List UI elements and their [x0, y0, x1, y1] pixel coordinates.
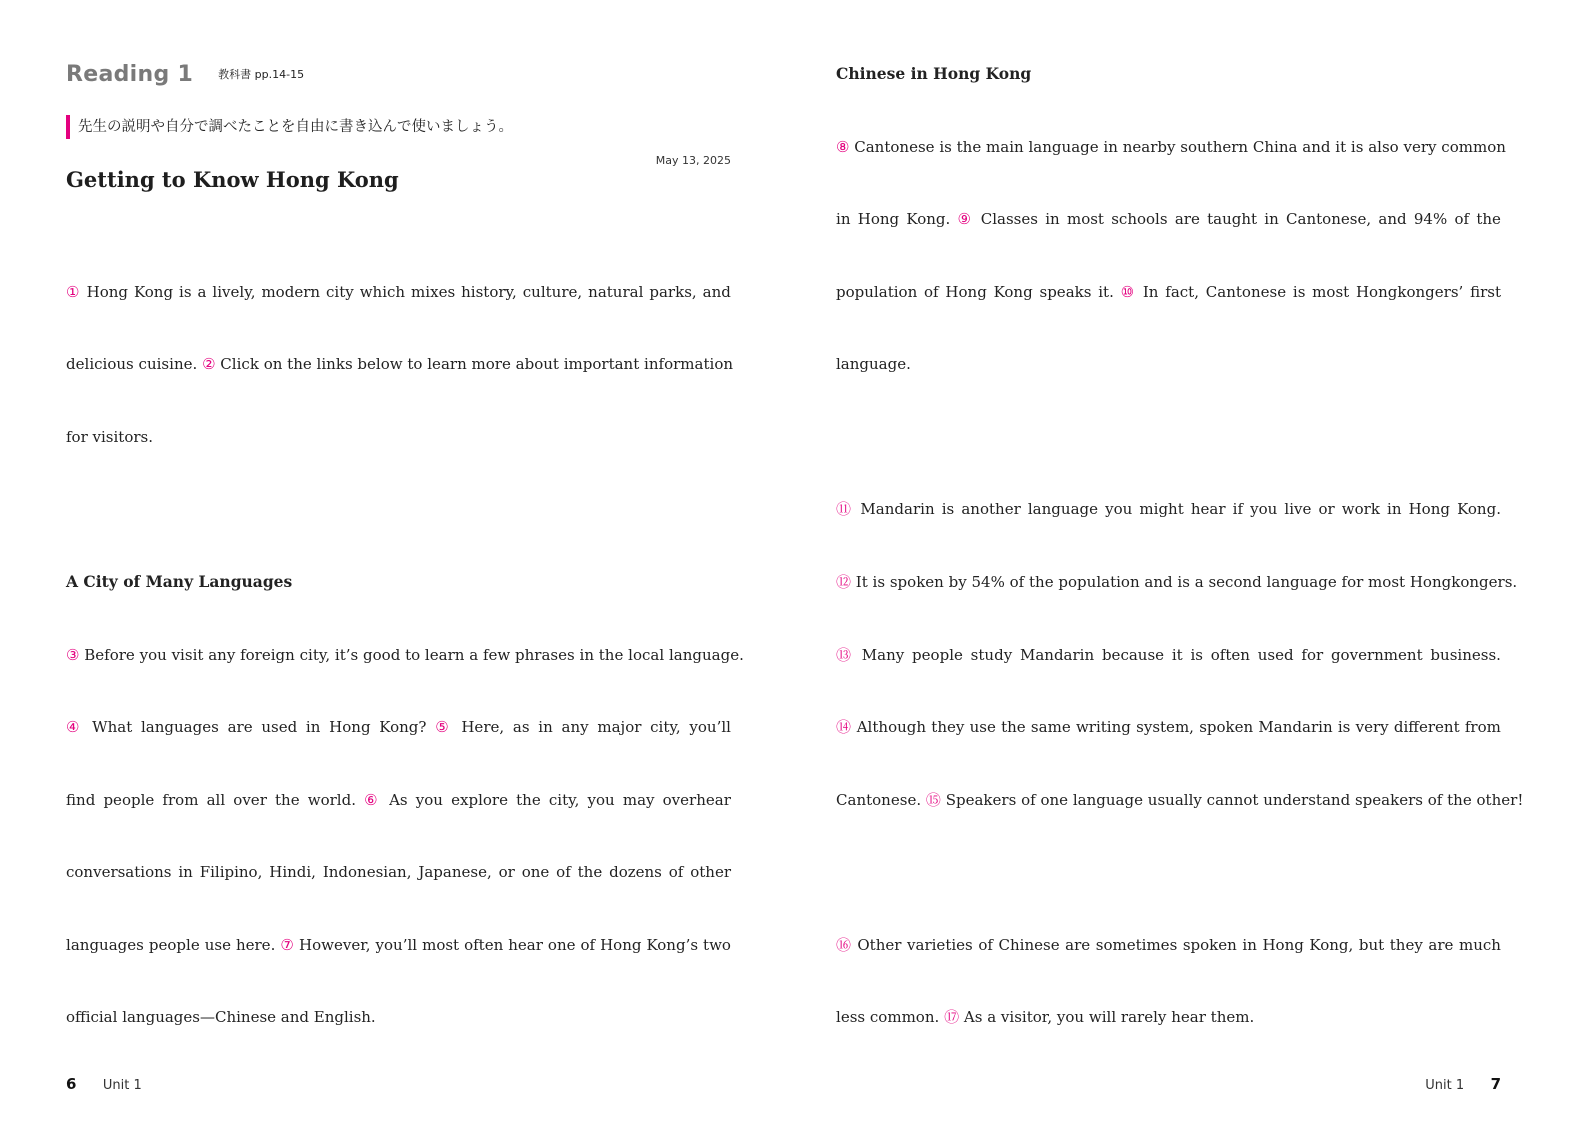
unit-label: Unit 1 — [1425, 1078, 1465, 1093]
right-page — [790, 0, 1580, 1137]
sentence-number: ⑦ — [280, 936, 294, 954]
section-heading: A City of Many Languages — [66, 572, 293, 591]
body-line: ⑪ Mandarin is another language you might hear if you live or work in Hong Kong. — [836, 500, 1501, 518]
body-line: fnd people from all over the world. ⑥ As you explore the city, you may overhear — [66, 791, 731, 809]
body-line: ⑭ Although they use the same writing system, spoken Mandarin is very diferent from — [836, 718, 1501, 736]
textbook-page-reference: 教科書 pp.14-15 — [218, 68, 305, 81]
body-line: ③ Before you visit any foreign city, it’s good to learn a few phrases in the local language. — [66, 646, 744, 664]
unit-label: Unit 1 — [102, 1078, 142, 1093]
body-line: language. — [836, 355, 911, 373]
sentence-number: ⑪ — [836, 500, 854, 518]
body-line: ⑫ It is spoken by 54% of the population and is a second language for most Hongkongers. — [836, 573, 1518, 591]
sentence-number: ③ — [66, 646, 80, 664]
study-note: 先生の説明や自分で調べたことを自由に書き込んで使いましょう。 — [66, 115, 513, 139]
sentence-number: ① — [66, 283, 81, 301]
body-line: in Hong Kong. ⑨ Classes in most schools are taught in Cantonese, and 94% of the — [836, 210, 1501, 228]
body-line: Cantonese. ⑮ Speakers of one language usually cannot understand speakers of the other! — [836, 791, 1524, 809]
sentence-number: ⑧ — [836, 138, 850, 156]
sentence-number: ⑤ — [435, 718, 453, 736]
page-number: 7 — [1490, 1075, 1501, 1093]
sentence-number: ⑰ — [944, 1008, 960, 1026]
section-heading: Chinese in Hong Kong — [836, 64, 1032, 83]
body-line: ⑯ Other varieties of Chinese are sometimes spoken in Hong Kong, but they are much — [836, 936, 1501, 954]
left-page-footer — [66, 1073, 142, 1097]
sentence-number: ⑮ — [925, 791, 941, 809]
body-line: languages people use here. ⑦ However, you’ll most often hear one of Hong Kong’s two — [66, 936, 731, 954]
body-line: population of Hong Kong speaks it. ⑩ In fact, Cantonese is most Hongkongers’ frst — [836, 283, 1502, 301]
body-line: official languages—Chinese and English. — [66, 1008, 376, 1026]
sentence-number: ⑨ — [957, 210, 974, 228]
sentence-number: ⑭ — [836, 718, 852, 736]
article-title: Getting to Know Hong Kong — [66, 167, 399, 192]
sentence-number: ⑥ — [364, 791, 381, 809]
body-line: delicious cuisine. ② Click on the links below to learn more about important information — [66, 355, 734, 373]
body-line: less common. ⑰ As a visitor, you will rarely hear them. — [836, 1008, 1255, 1026]
right-page-footer — [1425, 1073, 1501, 1097]
sentence-number: ⑫ — [836, 573, 852, 591]
body-line: ④ What languages are used in Hong Kong? ⑤ Here, as in any major city, you’ll — [66, 718, 731, 736]
sentence-number: ⑩ — [1120, 283, 1137, 301]
body-line: ① Hong Kong is a lively, modern city which mixes history, culture, natural parks, and — [66, 283, 731, 301]
article-date: May 13, 2025 — [655, 154, 731, 167]
sentence-number: ② — [202, 355, 216, 373]
sentence-number: ④ — [66, 718, 84, 736]
body-line: ⑧ Cantonese is the main language in nearby southern China and it is also very common — [836, 138, 1506, 156]
body-line: conversations in Filipino, Hindi, Indonesian, Japanese, or one of the dozens of other — [66, 863, 731, 881]
body-line: ⑬ Many people study Mandarin because it is often used for government business. — [836, 646, 1501, 664]
page-number: 6 — [66, 1075, 77, 1093]
body-line: for visitors. — [66, 428, 153, 446]
reading-header — [66, 62, 304, 94]
sentence-number: ⑯ — [836, 936, 852, 954]
sentence-number: ⑬ — [836, 646, 855, 664]
reading-title: Reading 1 — [66, 62, 194, 87]
